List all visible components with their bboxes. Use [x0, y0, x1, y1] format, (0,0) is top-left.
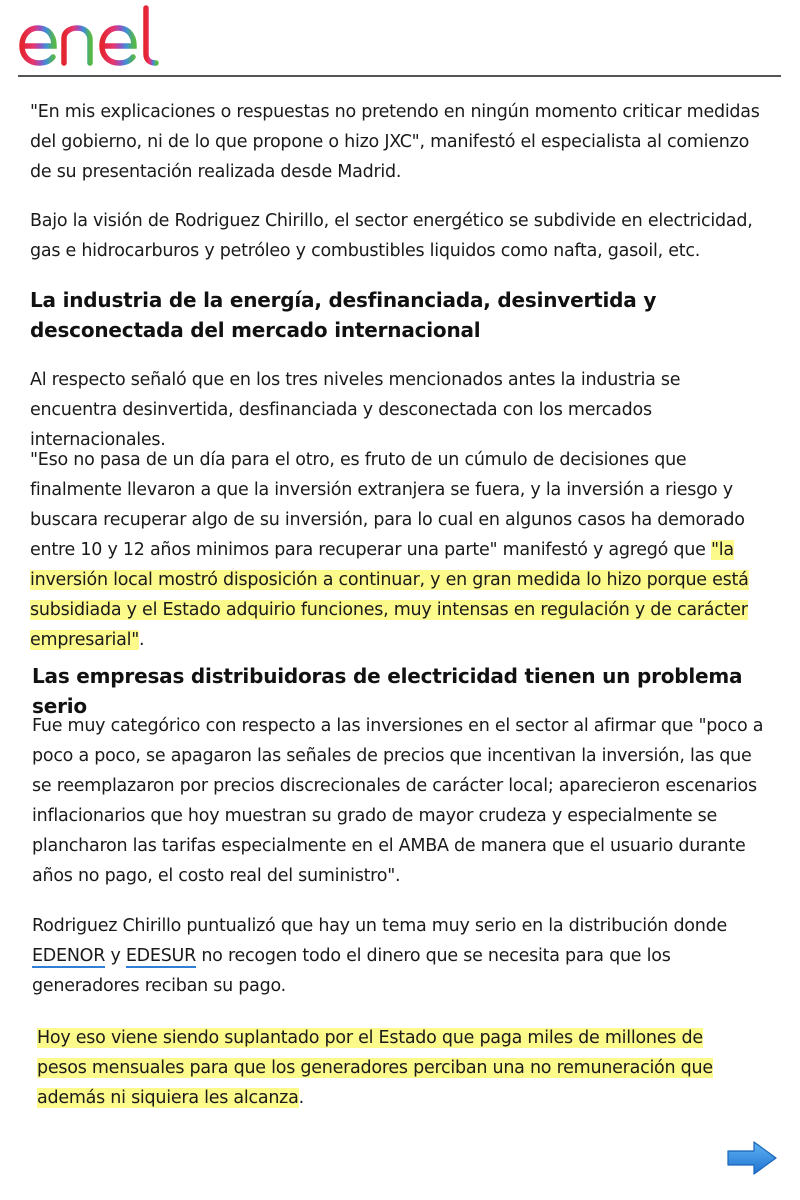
paragraph-6: [32, 911, 772, 1001]
paragraph-6-text-c: no recogen todo el dinero que se necesita para que los generadores reciban su pago.: [32, 946, 671, 996]
paragraph-3: Al respecto señaló que en los tres niveles mencionados antes la industria se encuentra desinvertida, desfinanciada y desconectada con los mercados internacionales.: [30, 370, 681, 450]
edenor-link[interactable]: EDENOR: [32, 946, 106, 966]
page-header: [18, 0, 781, 77]
paragraph-4-text: "Eso no pasa de un día para el otro, es fruto de un cúmulo de decisiones que finalmente llevaron a que la inversión extranjera se fuera, y la inversión a riesgo y buscara recuperar algo de su inversión, para lo cual en algunos casos ha demorado entre 10 y 12 años minimos para recuperar una parte" manifestó y agregó que: [30, 450, 745, 560]
paragraph-4-end: .: [139, 630, 145, 650]
paragraph-2: Bajo la visión de Rodriguez Chirillo, el sector energético se subdivide en electricidad, gas e hidrocarburos y petróleo y combustibles liquidos como nafta, gasoil, etc.: [30, 211, 753, 261]
highlighted-quote-2: Hoy eso viene siendo suplantado por el Estado que paga miles de millones de pesos mensuales para que los generadores perciban una no remuneración que además ni siquiera les alcanza: [37, 1028, 713, 1108]
paragraph-5: Fue muy categórico con respecto a las inversiones en el sector al afirmar que "poco a poco a poco, se apagaron las señales de precios que incentivan la inversión, las que se reemplazaron por precios discrecionales de carácter local; aparecieron escenarios inflacionarios que hoy muestran su grado de mayor crudeza y especialmente se plancharon las tarifas especialmente en el AMBA de manera que el usuario durante años no pago, el costo real del suministro".: [32, 716, 764, 886]
section-heading-1: La industria de la energía, desfinanciada, desinvertida y desconectada del mercado internacional: [30, 288, 657, 342]
paragraph-7: [37, 1023, 757, 1113]
paragraph-6-text-a: Rodriguez Chirillo puntualizó que hay un tema muy serio en la distribución donde: [32, 916, 727, 936]
paragraph-4: [30, 445, 775, 655]
enel-logo[interactable]: [18, 4, 183, 68]
paragraph-7-end: .: [298, 1088, 304, 1108]
highlighted-quote-1: "la inversión local mostró disposición a continuar, y en gran medida lo hizo porque está subsidiada y el Estado adquirio funciones, muy intensas en regulación y de carácter empresarial": [30, 540, 749, 650]
edesur-link[interactable]: EDESUR: [125, 946, 197, 966]
paragraph-6-text-b: y: [105, 946, 126, 966]
arrow-right-icon[interactable]: [726, 1140, 778, 1176]
section-heading-2: Las empresas distribuidoras de electricidad tienen un problema serio: [32, 664, 743, 718]
paragraph-1: "En mis explicaciones o respuestas no pretendo en ningún momento criticar medidas del gobierno, ni de lo que propone o hizo JXC", manifestó el especialista al comienzo de su presentación realizada desde Madrid.: [30, 102, 760, 182]
